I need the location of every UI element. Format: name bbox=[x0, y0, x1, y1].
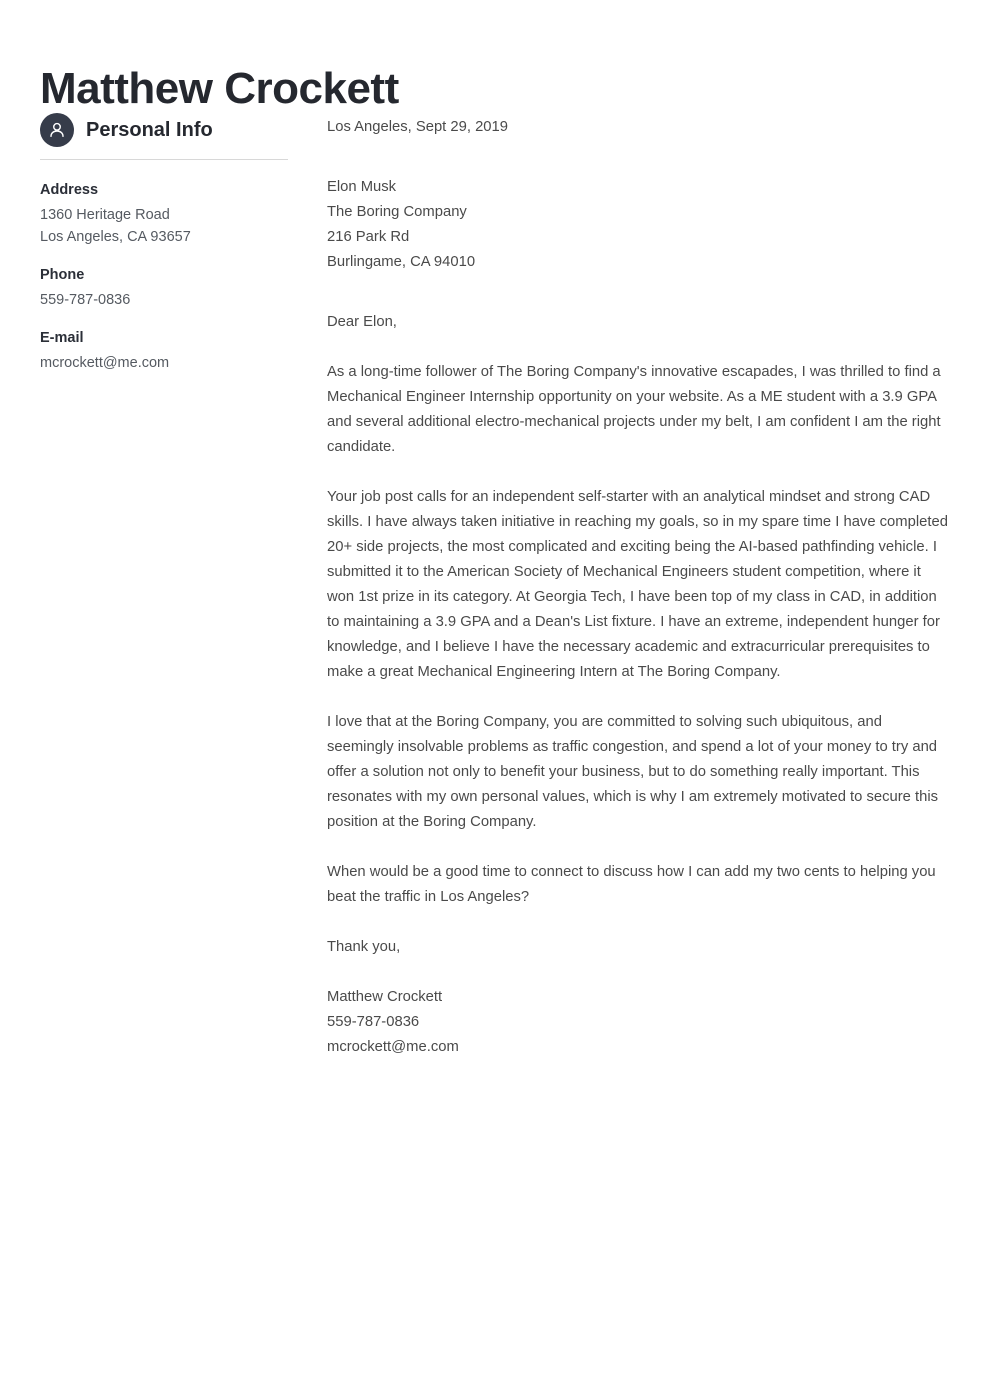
address-line-1: 1360 Heritage Road bbox=[40, 207, 170, 224]
personal-info-title: Personal Info bbox=[86, 119, 213, 141]
phone-label: Phone bbox=[40, 267, 85, 284]
recipient-company: The Boring Company bbox=[327, 204, 467, 220]
letter-paragraph-3: I love that at the Boring Company, you are committed to solving such ubiquitous, and seemingly insolvable problems as traffic congestion, and spend a lot of your money to try and offer a solution not only to benefit your business, but to do something really important. This resonates with my own personal values, which is why I am extremely motivated to secure this position at the Boring Company. bbox=[327, 714, 939, 830]
signature-name: Matthew Crockett bbox=[327, 989, 443, 1005]
signature-phone: 559-787-0836 bbox=[327, 1014, 420, 1030]
address-label: Address bbox=[40, 182, 99, 198]
section-divider bbox=[40, 159, 288, 160]
salutation: Dear Elon, bbox=[327, 314, 397, 330]
email-value: mcrockett@me.com bbox=[40, 355, 170, 372]
letter-paragraph-2: Your job post calls for an independent self-starter with an analytical mindset and strong CAD skills. I have always taken initiative in reaching my goals, so in my spare time I have completed 20+ side projects, the most complicated and exciting being the AI-based pathfinding vehicle. I submitted it to the American Society of Mechanical Engineers student competition, where it won 1st prize in its category. At Georgia Tech, I have been top of my class in CAD, in addition to maintaining a 3.9 GPA and a Dean's List fixture. I have an extreme, independent hunger for knowledge, and I believe I have the necessary academic and extracurricular prerequisites to make a great Mechanical Engineering Intern at The Boring Company. bbox=[327, 489, 948, 680]
letter-body bbox=[327, 115, 952, 1060]
personal-info-sidebar bbox=[40, 113, 290, 374]
info-group-email bbox=[40, 328, 290, 374]
letter-paragraph-1: As a long-time follower of The Boring Company's innovative escapades, I was thrilled to find a Mechanical Engineer Internship opportunity on your website. As a ME student with a 3.9 GPA and several additional electro-mechanical projects under my belt, I am confident I am the right candidate. bbox=[327, 364, 941, 455]
recipient-city-state-zip: Burlingame, CA 94010 bbox=[327, 254, 476, 270]
email-label: E-mail bbox=[40, 330, 84, 347]
address-line-2: Los Angeles, CA 93657 bbox=[40, 229, 191, 246]
recipient-street: 216 Park Rd bbox=[327, 229, 410, 245]
letter-paragraph-4: When would be a good time to connect to discuss how I can add my two cents to helping you beat the traffic in Los Angeles? bbox=[327, 864, 936, 905]
info-group-phone bbox=[40, 265, 290, 311]
recipient-name: Elon Musk bbox=[327, 179, 397, 195]
closing-line: Thank you, bbox=[327, 939, 401, 955]
person-icon bbox=[40, 113, 74, 147]
phone-value: 559-787-0836 bbox=[40, 292, 131, 309]
personal-info-heading bbox=[40, 113, 290, 147]
page-title: Matthew Crockett bbox=[40, 64, 399, 114]
recipient-block bbox=[327, 140, 952, 275]
info-group-address bbox=[40, 180, 290, 248]
signature-block bbox=[327, 960, 952, 1060]
signature-email: mcrockett@me.com bbox=[327, 1039, 459, 1055]
letter-date: Los Angeles, Sept 29, 2019 bbox=[327, 119, 508, 135]
